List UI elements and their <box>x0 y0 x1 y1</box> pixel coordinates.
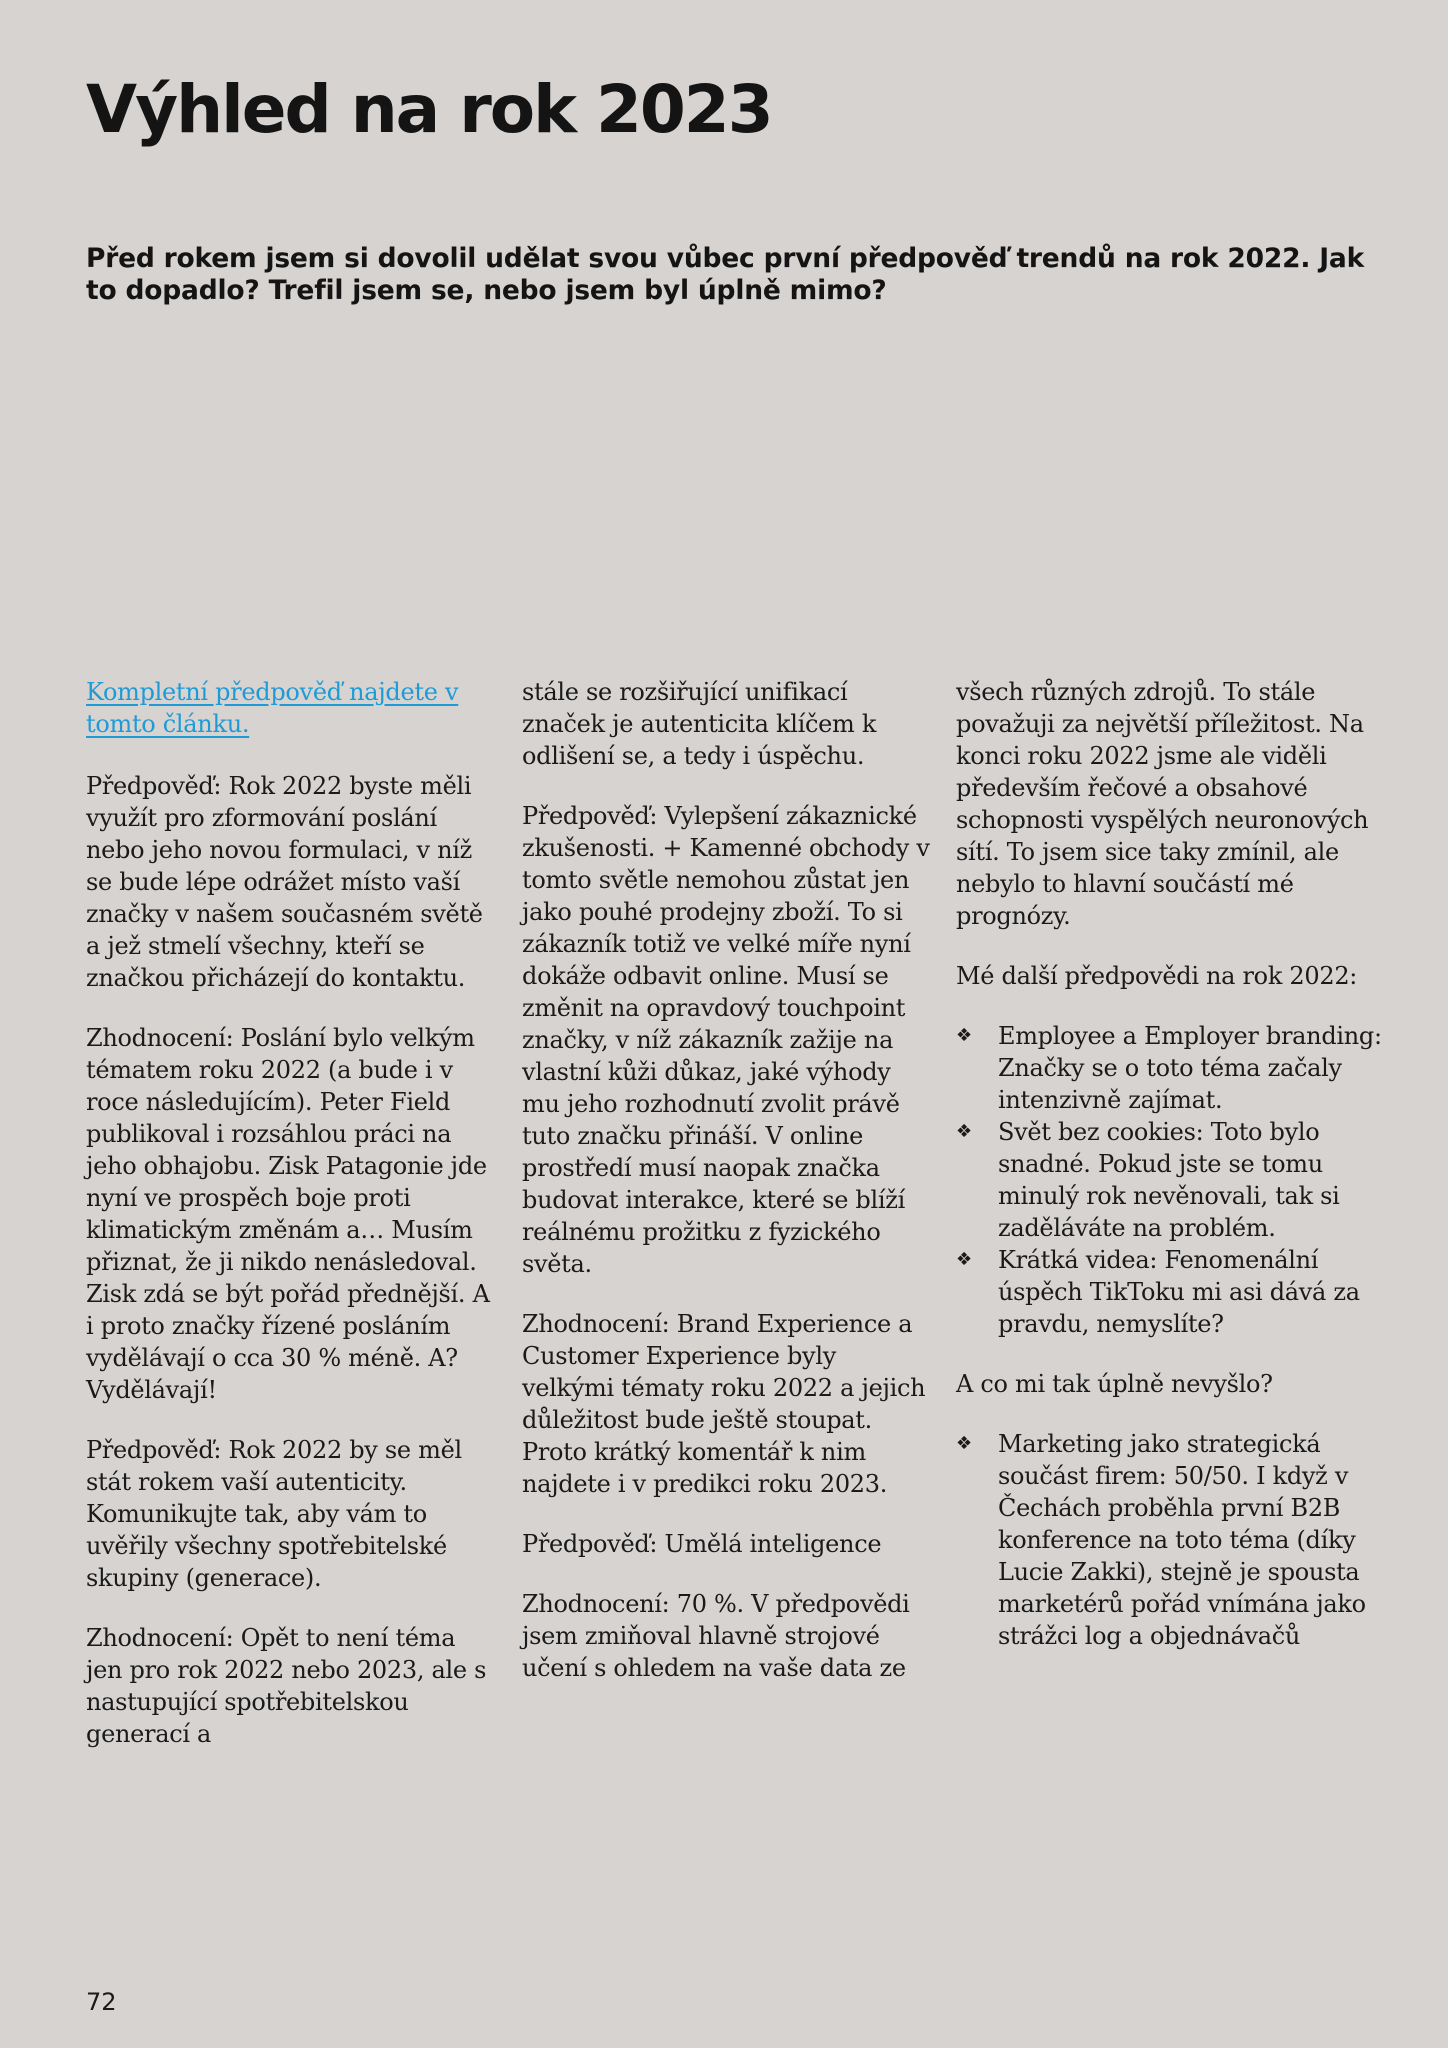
diamond-bullet-icon: ❖ <box>956 1433 972 1454</box>
lead-paragraph: Před rokem jsem si dovolil udělat svou vůbec první předpověď trendů na rok 2022. Jak to dopadlo? Trefil jsem se, nebo jsem byl úplně mimo? <box>86 243 1364 306</box>
missed-predictions-list <box>956 1428 1386 1652</box>
page-title: Výhled na rok 2023 <box>86 71 772 148</box>
paragraph: Předpověď: Rok 2022 byste měli využít pro zformování poslání nebo jeho novou formulaci, v níž se bude lépe odrážet místo vaší značky v našem současném světě a jež stmelí všechny, kteří se značkou přicházejí do kontaktu. <box>86 772 483 992</box>
list-item: ❖ Krátká videa: Fenomenální úspěch TikToku mi asi dává za pravdu, nemyslíte? <box>956 1246 1360 1338</box>
paragraph: Mé další předpovědi na rok 2022: <box>956 962 1358 990</box>
paragraph: Zhodnocení: Poslání bylo velkým tématem roku 2022 (a bude i v roce následujícím). Peter Field publikoval i rozsáhlou práci na jeho obhajobu. Zisk Patagonie jde nyní ve prospěch boje proti klimatickým změnám a… Musím přiznat, že ji nikdo nenásledoval. Zisk zdá se být pořád přednější. A i proto značky řízené posláním vydělávají o cca 30 % méně. A? Vydělávají! <box>86 1024 490 1404</box>
paragraph: všech různých zdrojů. To stále považuji za největší příležitost. Na konci roku 2022 jsme ale viděli především řečové a obsahové schopnosti vyspělých neuronových sítí. To jsem sice taky zmínil, ale nebylo to hlavní součástí mé prognózy. <box>956 678 1369 930</box>
list-item: ❖ Svět bez cookies: Toto bylo snadné. Pokud jste se tomu minulý rok nevěnovali, tak si zaděláváte na problém. <box>956 1118 1340 1242</box>
paragraph: Zhodnocení: Brand Experience a Customer Experience byly velkými tématy roku 2022 a jejich důležitost bude ještě stoupat. Proto krátký komentář k nim najdete i v predikci roku 2023. <box>522 1310 926 1498</box>
paragraph: Zhodnocení: Opět to není téma jen pro rok 2022 nebo 2023, ale s nastupující spotřebitelskou generací a <box>86 1624 487 1748</box>
diamond-bullet-icon: ❖ <box>956 1025 972 1046</box>
text-column-2 <box>522 676 932 1712</box>
text-column-3 <box>956 676 1386 1680</box>
list-item: ❖ Employee a Employer branding: Značky se o toto téma začaly intenzivně zajímat. <box>956 1022 1382 1114</box>
diamond-bullet-icon: ❖ <box>956 1121 972 1142</box>
diamond-bullet-icon: ❖ <box>956 1249 972 1270</box>
paragraph: Předpověď: Rok 2022 by se měl stát rokem vaší autenticity. Komunikujte tak, aby vám to uvěřily všechny spotřebitelské skupiny (generace). <box>86 1436 462 1592</box>
paragraph: A co mi tak úplně nevyšlo? <box>956 1370 1273 1398</box>
paragraph: Předpověď: Vylepšení zákaznické zkušenosti. + Kamenné obchody v tomto světle nemohou zůstat jen jako pouhé prodejny zboží. To si zákazník totiž ve velké míře nyní dokáže odbavit online. Musí se změnit na opravdový touchpoint značky, v níž zákazník zažije na vlastní kůži důkaz, jaké výhody mu jeho rozhodnutí zvolit právě tuto značku přináší. V online prostředí musí naopak značka budovat interakce, které se blíží reálnému prožitku z fyzického světa. <box>522 802 930 1278</box>
text-column-1 <box>86 676 496 1778</box>
paragraph: Předpověď: Umělá inteligence <box>522 1530 882 1558</box>
article-link[interactable]: Kompletní předpověď najdete v tomto článku. <box>86 678 459 738</box>
list-item: ❖ Marketing jako strategická součást firem: 50/50. I když v Čechách proběhla první B2B konference na toto téma (díky Lucie Zakki), stejně je spousta marketérů pořád vnímána jako strážci log a objednávačů <box>956 1430 1366 1650</box>
predictions-list <box>956 1020 1386 1340</box>
paragraph: stále se rozšiřující unifikací značek je autenticita klíčem k odlišení se, a tedy i úspěchu. <box>522 678 877 770</box>
page-number: 72 <box>86 1988 117 2016</box>
paragraph: Zhodnocení: 70 %. V předpovědi jsem zmiňoval hlavně strojové učení s ohledem na vaše data ze <box>522 1590 910 1682</box>
